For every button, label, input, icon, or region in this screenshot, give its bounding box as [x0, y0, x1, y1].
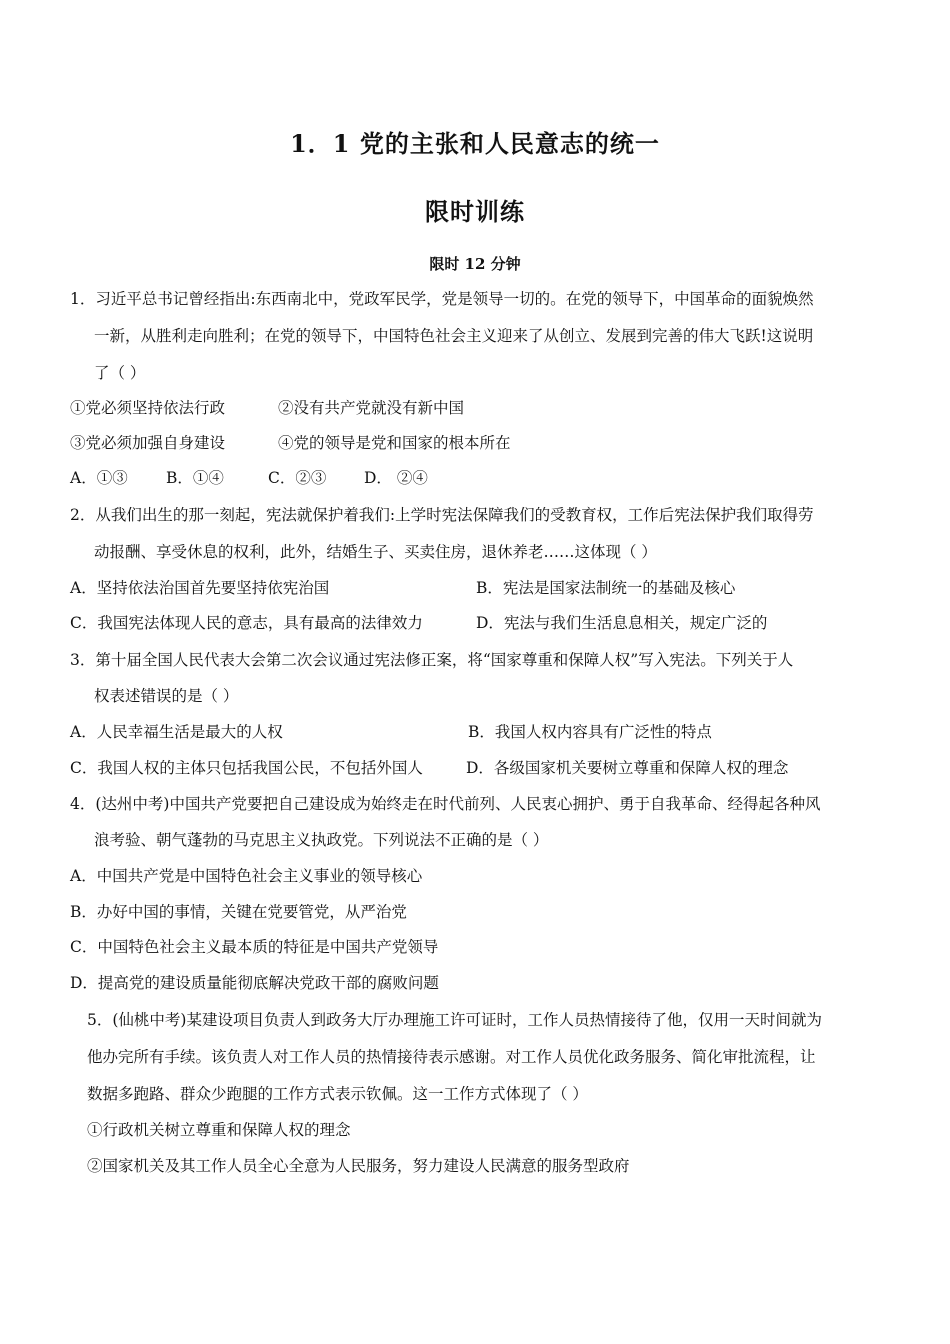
- q1-option-d: D． ②④: [364, 469, 428, 487]
- q4-option-b: B．办好中国的事情，关键在党要管党，从严治党: [70, 903, 407, 921]
- q3-option-a: A．人民幸福生活是最大的人权: [70, 723, 283, 741]
- q4-option-a: A．中国共产党是中国特色社会主义事业的领导核心: [70, 867, 423, 885]
- q5-stem-line3: 数据多跑路、群众少跑腿的工作方式表示钦佩。这一工作方式体现了（ ）: [87, 1085, 588, 1103]
- q4-option-d: D．提高党的建设质量能彻底解决党政干部的腐败问题: [70, 974, 439, 992]
- q2-option-a: A．坚持依法治国首先要坚持依宪治国: [70, 579, 330, 597]
- time-limit: 限时 12 分钟: [429, 255, 521, 273]
- q1-stem-line1: 1．习近平总书记曾经指出:东西南北中，党政军民学，党是领导一切的。在党的领导下，中国革命的面貌焕然: [70, 290, 814, 308]
- q1-stem-line2: 一新，从胜利走向胜利；在党的领导下，中国特色社会主义迎来了从创立、发展到完善的伟大飞跃!这说明: [94, 327, 814, 345]
- q2-option-c: C．我国宪法体现人民的意志，具有最高的法律效力: [70, 614, 423, 632]
- q1-option-b: B．①④: [166, 469, 224, 487]
- q1-option-a: A．①③: [70, 469, 128, 487]
- q1-statement-1: ①党必须坚持依法行政: [70, 399, 226, 417]
- q5-stem-line1: 5．(仙桃中考)某建设项目负责人到政务大厅办理施工许可证时，工作人员热情接待了他，仅用一天时间就为: [87, 1011, 822, 1029]
- q5-statement-1: ①行政机关树立尊重和保障人权的理念: [87, 1121, 351, 1139]
- q1-option-c: C．②③: [268, 469, 327, 487]
- q2-option-d: D．宪法与我们生活息息相关，规定广泛的: [476, 614, 768, 632]
- q1-statement-4: ④党的领导是党和国家的根本所在: [278, 434, 511, 452]
- q4-stem-line1: 4．(达州中考)中国共产党要把自己建设成为始终走在时代前列、人民衷心拥护、勇于自我革命、经得起各种风: [70, 795, 821, 813]
- q3-stem-line1: 3．第十届全国人民代表大会第二次会议通过宪法修正案，将“国家尊重和保障人权”写入宪法。下列关于人: [70, 651, 794, 669]
- q4-stem-line2: 浪考验、朝气蓬勃的马克思主义执政党。下列说法不正确的是（ ）: [94, 831, 549, 849]
- q3-option-c: C．我国人权的主体只包括我国公民，不包括外国人: [70, 759, 423, 777]
- q2-stem-line2: 动报酬、享受休息的权利，此外，结婚生子、买卖住房，退休养老……这体现（ ）: [94, 543, 657, 561]
- page-subtitle: 限时训练: [425, 197, 525, 226]
- q5-statement-2: ②国家机关及其工作人员全心全意为人民服务，努力建设人民满意的服务型政府: [87, 1157, 630, 1175]
- q3-stem-line2: 权表述错误的是（ ）: [94, 687, 239, 705]
- q5-stem-line2: 他办完所有手续。该负责人对工作人员的热情接待表示感谢。对工作人员优化政务服务、简化审批流程，让: [87, 1048, 816, 1066]
- q1-stem-line3: 了（ ）: [94, 364, 146, 382]
- q3-option-d: D．各级国家机关要树立尊重和保障人权的理念: [466, 759, 789, 777]
- q2-option-b: B．宪法是国家法制统一的基础及核心: [476, 579, 736, 597]
- q2-stem-line1: 2．从我们出生的那一刻起，宪法就保护着我们:上学时宪法保障我们的受教育权，工作后宪法保护我们取得劳: [70, 506, 814, 524]
- q1-statement-2: ②没有共产党就没有新中国: [278, 399, 465, 417]
- page-title: 1．1 党的主张和人民意志的统一: [290, 129, 660, 158]
- q3-option-b: B．我国人权内容具有广泛性的特点: [468, 723, 712, 741]
- q1-statement-3: ③党必须加强自身建设: [70, 434, 226, 452]
- q4-option-c: C．中国特色社会主义最本质的特征是中国共产党领导: [70, 938, 439, 956]
